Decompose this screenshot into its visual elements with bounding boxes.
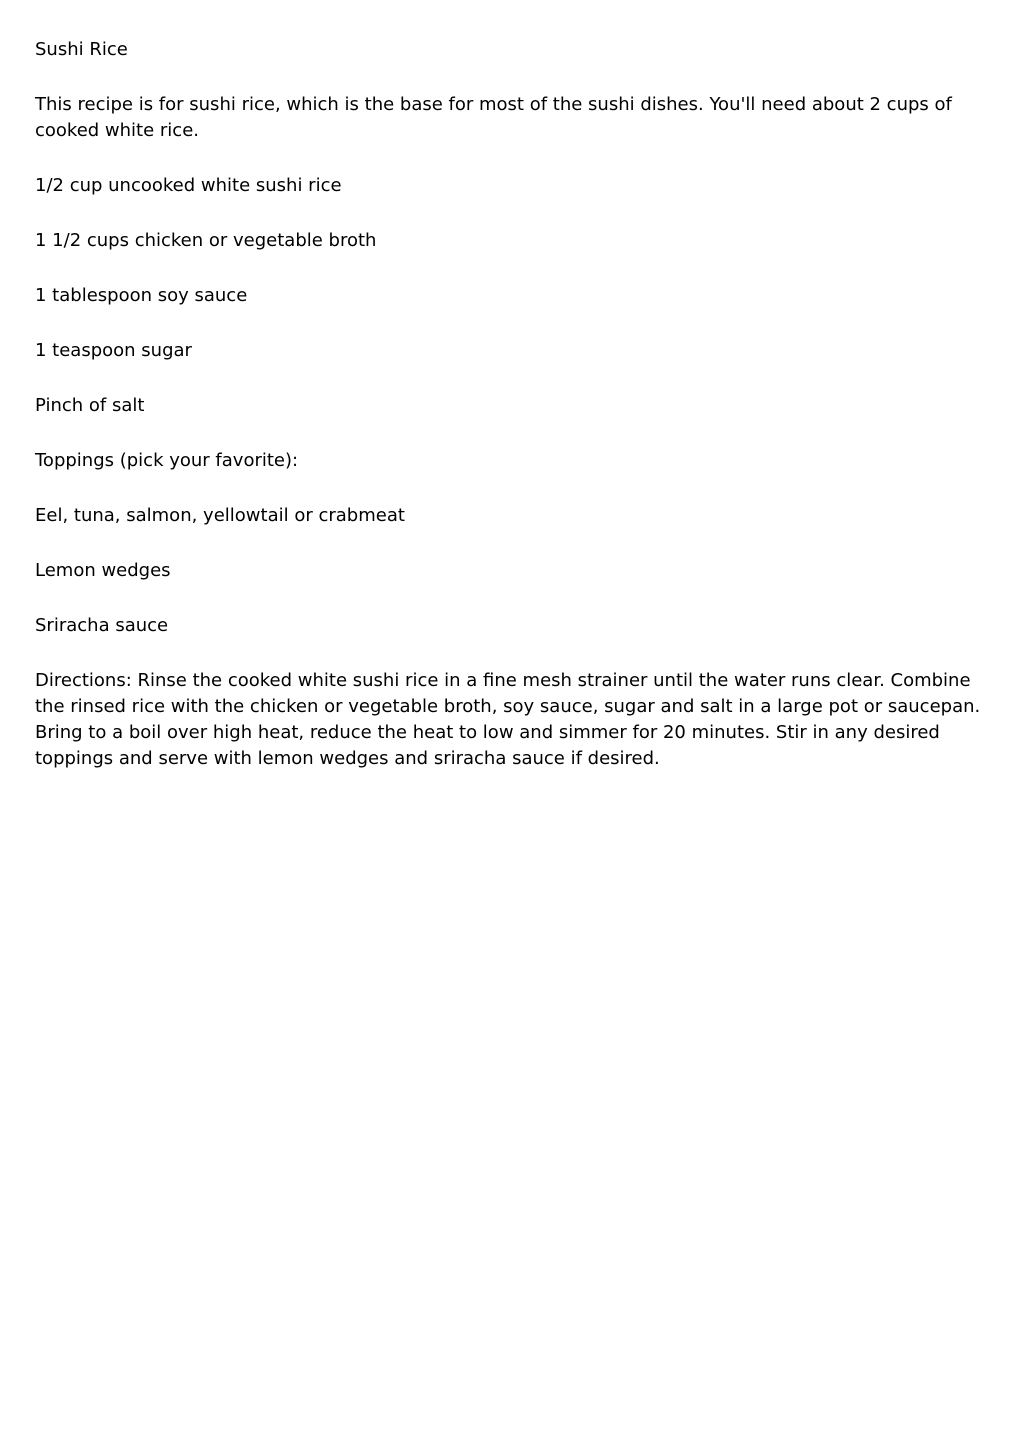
ingredient-item: 1/2 cup uncooked white sushi rice — [35, 175, 342, 196]
toppings-list — [35, 503, 990, 639]
ingredient-item: Pinch of salt — [35, 395, 145, 416]
ingredient-item: 1 tablespoon soy sauce — [35, 285, 248, 306]
ingredient-item: 1 1/2 cups chicken or vegetable broth — [35, 230, 377, 251]
intro-paragraph: This recipe is for sushi rice, which is the base for most of the sushi dishes. You'll need about 2 cups of cooked white rice. — [35, 94, 952, 141]
toppings-heading: Toppings (pick your favorite): — [35, 450, 299, 471]
topping-item: Lemon wedges — [35, 560, 171, 581]
document-title: Sushi Rice — [35, 39, 128, 60]
directions-paragraph: Directions: Rinse the cooked white sushi rice in a fine mesh strainer until the water runs clear. Combine the rinsed rice with the chicken or vegetable broth, soy sauce, sugar and salt in a large pot or saucepan. Bring to a boil over high heat, reduce the heat to low and simmer for 20 minutes. Stir in any desired toppings and serve with lemon wedges and sriracha sauce if desired. — [35, 670, 981, 769]
topping-item: Sriracha sauce — [35, 615, 169, 636]
ingredient-item: 1 teaspoon sugar — [35, 340, 192, 361]
ingredient-list — [35, 173, 990, 419]
document-page — [35, 37, 990, 801]
topping-item: Eel, tuna, salmon, yellowtail or crabmeat — [35, 505, 405, 526]
